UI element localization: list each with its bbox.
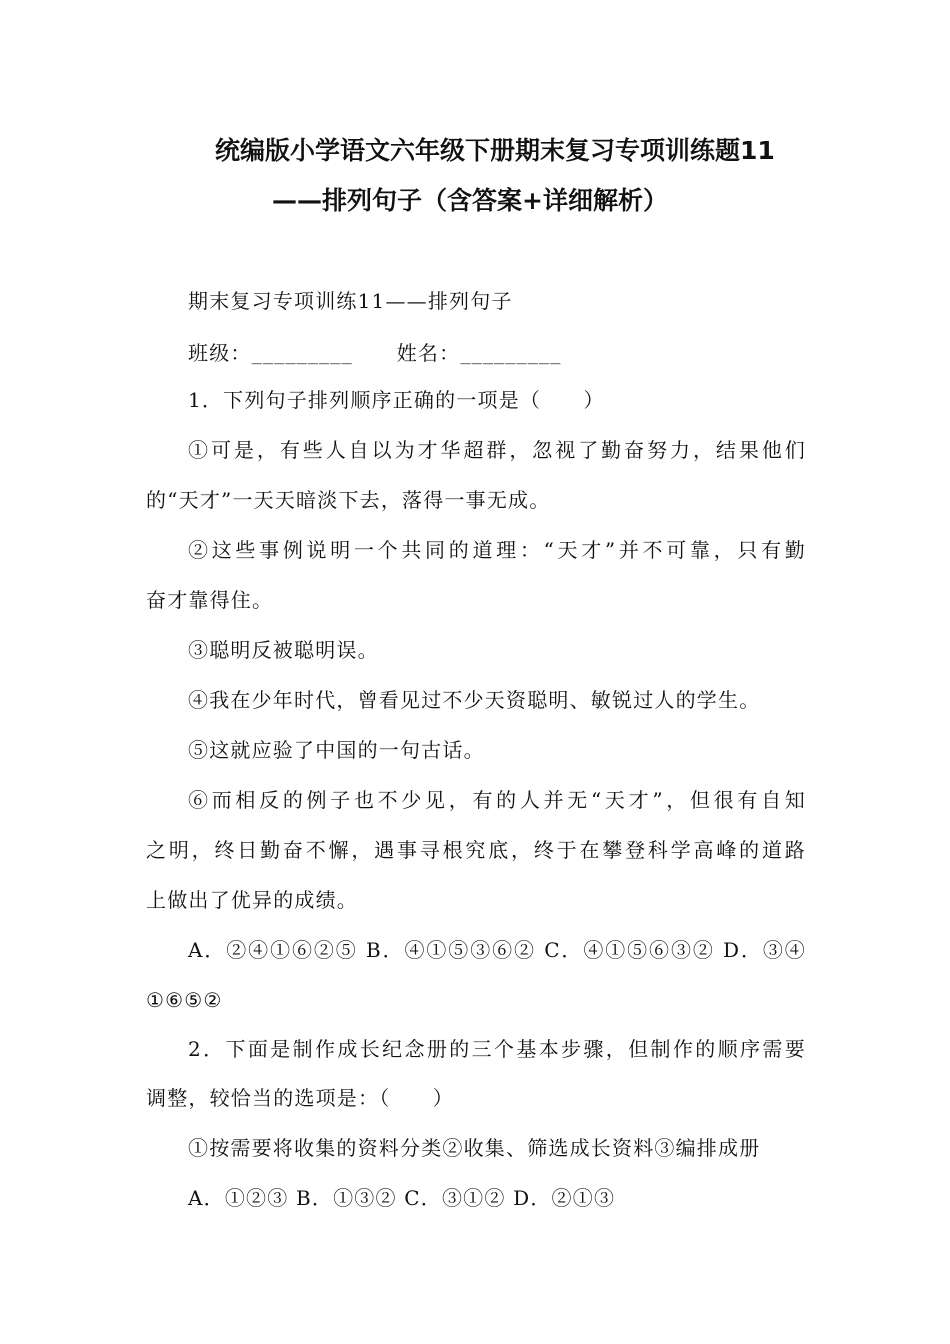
q1-sentence-5: ⑤这就应验了中国的一句古话。	[188, 738, 485, 762]
q2-options: A．①②③ B．①③② C．③①② D．②①③	[188, 1186, 616, 1210]
q1-sentence-1-line-2: 的“天才”一天天暗淡下去，落得一事无成。	[146, 488, 551, 512]
name-blank: _________	[460, 345, 562, 365]
name-label: 姓名：	[396, 341, 461, 365]
question-2-stem-line-1: 2．下面是制作成长纪念册的三个基本步骤，但制作的顺序需要	[188, 1037, 806, 1061]
q1-options-line-1: A．②④①⑥②⑤ B．④①⑤③⑥② C．④①⑤⑥③② D．③④	[188, 938, 806, 962]
document-title-line-1: 统编版小学语文六年级下册期末复习专项训练题11	[215, 136, 775, 165]
q1-options-line-2: ①⑥⑤②	[146, 988, 223, 1012]
q1-sentence-6-line-1: ⑥而相反的例子也不少见，有的人并无“天才”，但很有自知	[188, 788, 806, 812]
q1-sentence-2-line-2: 奋才靠得住。	[146, 588, 274, 612]
q1-sentence-4: ④我在少年时代，曾看见过不少天资聪明、敏锐过人的学生。	[188, 688, 761, 712]
q1-sentence-1-line-1: ①可是，有些人自以为才华超群，忽视了勤奋努力，结果他们	[188, 438, 806, 462]
section-subtitle: 期末复习专项训练11——排列句子	[188, 289, 513, 313]
question-2-stem-line-2: 调整，较恰当的选项是：（ ）	[146, 1086, 454, 1110]
q1-sentence-2-line-1: ②这些事例说明一个共同的道理：“天才”并不可靠，只有勤	[188, 538, 806, 562]
q2-steps: ①按需要将收集的资料分类②收集、筛选成长资料③编排成册	[188, 1136, 761, 1160]
q1-sentence-6-line-2: 之明，终日勤奋不懈，遇事寻根究底，终于在攀登科学高峰的道路	[146, 838, 806, 862]
student-info-row	[188, 338, 848, 370]
document-title-line-2: ——排列句子（含答案+详细解析）	[272, 186, 668, 215]
question-1-stem: 1．下列句子排列顺序正确的一项是（ ）	[188, 388, 605, 412]
class-label: 班级：	[188, 341, 252, 365]
q1-sentence-6-line-3: 上做出了优异的成绩。	[146, 888, 358, 912]
q1-sentence-3: ③聪明反被聪明误。	[188, 638, 379, 662]
class-blank: _________	[251, 345, 353, 365]
